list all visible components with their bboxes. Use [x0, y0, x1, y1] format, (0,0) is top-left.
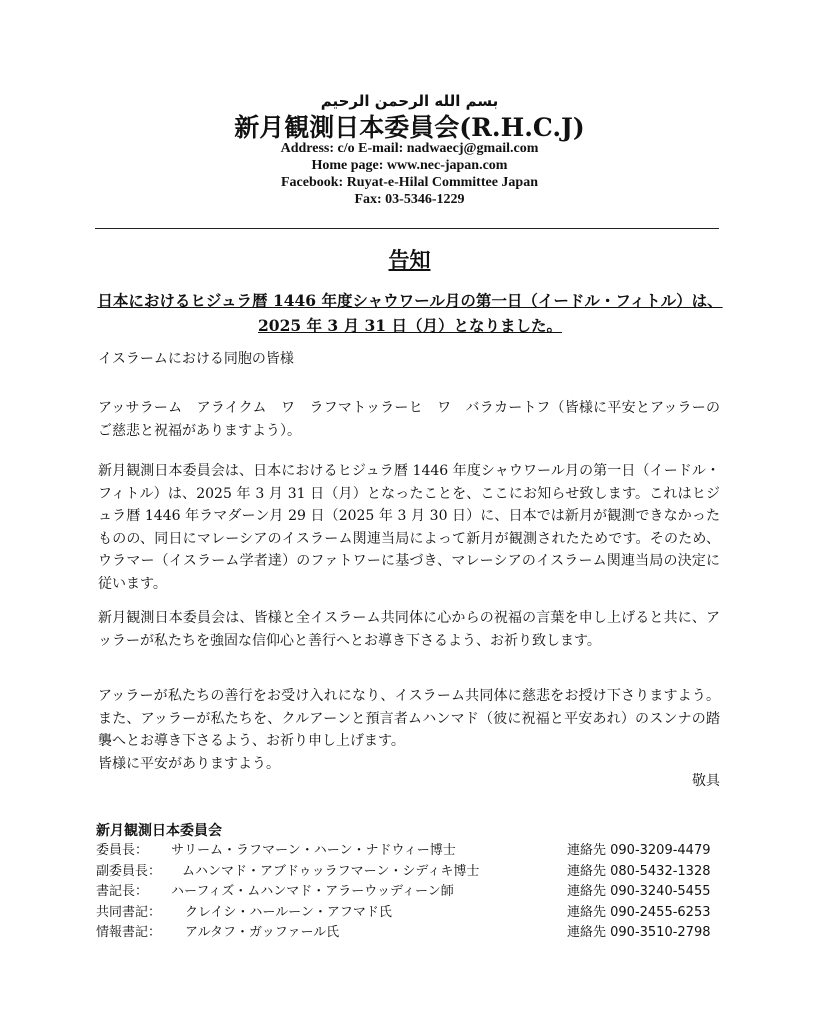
notice-title	[0, 244, 819, 274]
salaam-paragraph: アッサラーム アライクム ワ ラフマトッラーヒ ワ バラカートフ（皆様に平安とアッラーのご慈悲と祝福がありますよう）。	[98, 400, 720, 439]
greeting-paragraph: イスラームにおける同胞の皆様	[98, 351, 294, 367]
member-role: 副委員長：	[96, 863, 162, 879]
member-contact: 連絡先 090-3209-4479	[567, 843, 711, 858]
notice-headline: 日本におけるヒジュラ暦 1446 年度シャウワール月の第一日（イードル・フィトル）は、2025 年 3 月 31 日（月）となりました。	[97, 291, 723, 335]
member-role: 共同書記：	[96, 904, 162, 920]
peace-line: 皆様に平安がありますよう。	[98, 755, 280, 772]
member-row	[96, 860, 726, 881]
member-name: アルタフ・ガッファール氏	[185, 925, 340, 940]
address-line: Address: c/o E-mail: nadwaecj@gmail.com	[280, 141, 539, 156]
member-contact: 連絡先 090-3510-2798	[567, 925, 711, 940]
notice-title-text: 告知	[388, 247, 431, 272]
member-contact: 連絡先 090-3240-5455	[567, 884, 711, 899]
header-divider	[95, 228, 719, 229]
prayer-paragraph	[98, 685, 720, 775]
facebook-line: Facebook: Ruyat-e-Hilal Committee Japan	[280, 175, 539, 190]
member-row	[96, 921, 726, 942]
member-contact: 連絡先 090-2455-6253	[567, 904, 711, 920]
fax-line: Fax: 03-5346-1229	[354, 192, 465, 207]
member-contact: 連絡先 080-5432-1328	[567, 863, 711, 879]
announcement-paragraph: 新月観測日本委員会は、日本におけるヒジュラ暦 1446 年度シャウワール月の第一日（イードル・フィトル）は、2025 年 3 月 31 日（月）となったことを、ここにお知らせ致します。これはヒジュラ暦 1446 年ラマダーン月 29 日（2025 年 3 月 30 日）に、日本では新月が観測できなかったものの、同日にマレーシアのイスラーム関連当局によって新月が観測されたためです。そのため、ウラマー（イスラーム学者達）のファトワーに基づき、マレーシアのイスラーム関連当局の決定に従います。	[98, 463, 720, 592]
member-role: 情報書記：	[96, 925, 162, 940]
member-role: 書記長：	[96, 884, 149, 899]
member-name: ハーフィズ・ムハンマド・アラーウッディーン師	[171, 884, 454, 899]
committee-title: 新月観測日本委員会	[96, 823, 222, 839]
member-row	[96, 880, 726, 901]
closing-word: 敬具	[692, 773, 720, 789]
committee-members	[96, 839, 726, 942]
member-row	[96, 901, 726, 922]
member-role: 委員長：	[96, 843, 149, 858]
prayer-text: アッラーが私たちの善行をお受け入れになり、イスラーム共同体に慈悲をお授け下さりますよう。また、アッラーが私たちを、クルアーンと預言者ムハンマド（彼に祝福と平安あれ）のスンナの踏襲へとお導き下さるよう、お祈り申し上げます。	[98, 688, 720, 749]
contact-block	[0, 140, 819, 208]
member-name: ムハンマド・アブドゥッラフマーン・シディキ博士	[182, 863, 480, 879]
homepage-line: Home page: www.nec-japan.com	[311, 158, 508, 173]
bismillah-text: بسم الله الرحمن الرحيم	[320, 92, 499, 110]
member-name: サリーム・ラフマーン・ハーン・ナドウィー博士	[171, 843, 456, 858]
org-title: 新月観測日本委員会(R.H.C.J)	[234, 113, 585, 142]
blessing-paragraph: 新月観測日本委員会は、皆様と全イスラーム共同体に心からの祝福の言葉を申し上げると共に、アッラーが私たちを強固な信仰心と善行へとお導き下さるよう、お祈り致します。	[98, 610, 720, 649]
member-row	[96, 839, 726, 860]
member-name: クレイシ・ハールーン・アフマド氏	[185, 904, 392, 920]
